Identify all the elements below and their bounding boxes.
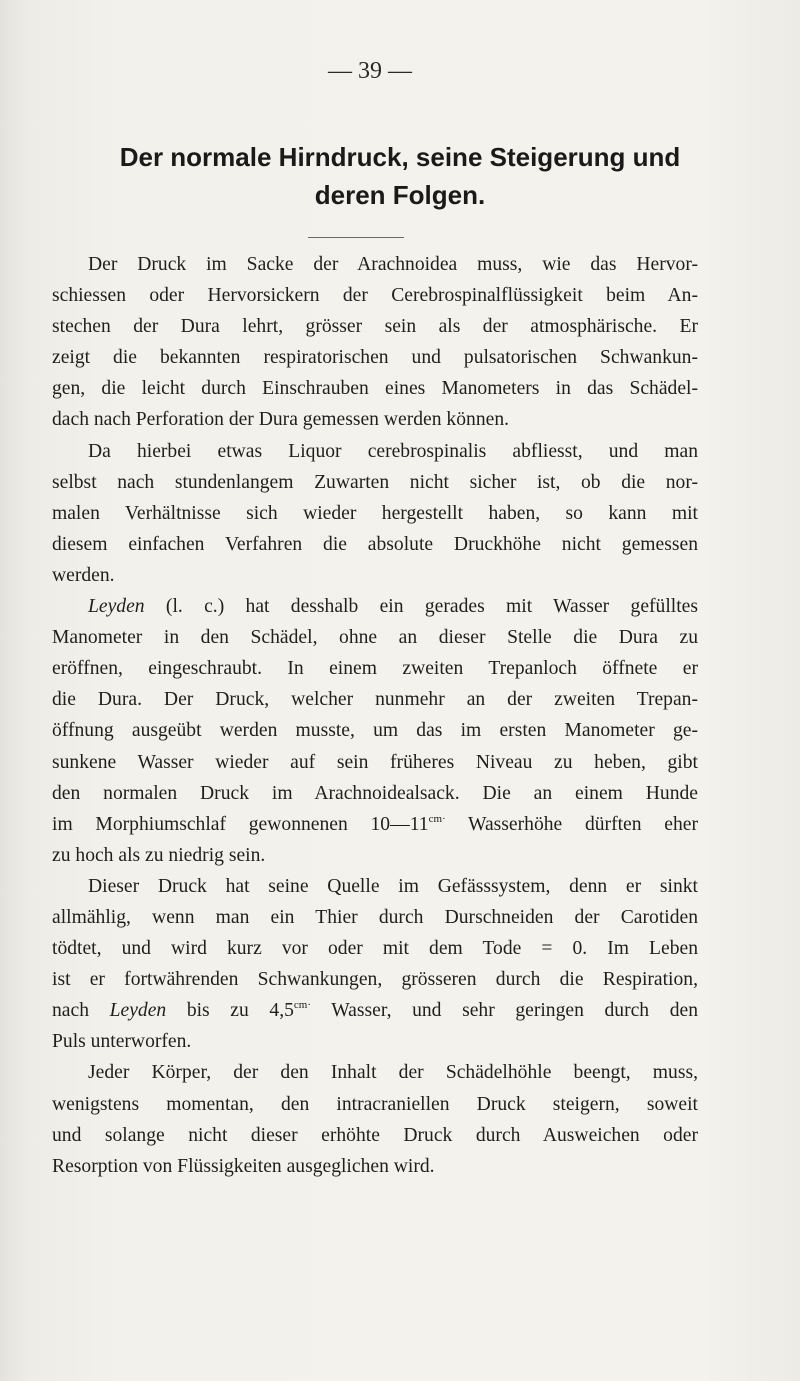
text-line: zu hoch als zu niedrig sein. [52, 844, 266, 866]
text-line [52, 809, 698, 840]
text-segment: Wasserhöhe dürften eher [445, 813, 698, 835]
text-line: Manometer in den Schädel, ohne an dieser Stelle die Dura zu [52, 627, 698, 649]
unit-superscript: cm· [428, 812, 446, 825]
text-line [52, 591, 698, 622]
text-line: diesem einfachen Verfahren die absolute Druckhöhe nicht gemessen [52, 533, 698, 555]
unit-superscript: cm· [293, 999, 311, 1012]
text-line: malen Verhältnisse sich wieder hergestellt haben, so kann mit [52, 502, 698, 524]
body-text [52, 249, 698, 1182]
author-name: Leyden [88, 596, 145, 618]
text-line: Resorption von Flüssigkeiten ausgeglichen wird. [52, 1155, 435, 1177]
text-line: die Dura. Der Druck, welcher nunmehr an der zweiten Trepan- [52, 689, 698, 711]
text-line: schiessen oder Hervorsickern der Cerebrospinalflüssigkeit beim An- [52, 285, 698, 307]
text-line: selbst nach stundenlangem Zuwarten nicht sicher ist, ob die nor- [52, 471, 698, 493]
title-divider [308, 237, 404, 238]
text-line: werden. [52, 564, 115, 586]
text-segment: bis zu 4,5 [166, 1000, 294, 1022]
text-line: und solange nicht dieser erhöhte Druck durch Ausweichen oder [52, 1124, 698, 1146]
text-segment: (l. c.) hat desshalb ein gerades mit Wasser gefülltes [144, 596, 698, 618]
text-line: wenigstens momentan, den intracraniellen Druck steigern, soweit [52, 1093, 698, 1115]
text-line: allmählig, wenn man ein Thier durch Durschneiden der Carotiden [52, 906, 698, 928]
page-number: — 39 — [328, 58, 412, 84]
text-line: sunkene Wasser wieder auf sein früheres Niveau zu heben, gibt [52, 751, 698, 773]
text-line: Der Druck im Sacke der Arachnoidea muss, wie das Hervor- [88, 254, 698, 275]
text-line: Da hierbei etwas Liquor cerebrospinalis abfliesst, und man [88, 440, 698, 462]
author-name: Leyden [109, 1000, 167, 1022]
text-line: gen, die leicht durch Einschrauben eines Manometers in das Schädel- [52, 378, 698, 400]
text-line: öffnung ausgeübt werden musste, um das im ersten Manometer ge- [52, 720, 698, 742]
text-segment: Wasser, und sehr geringen durch den [311, 1000, 698, 1022]
text-segment: im Morphiumschlaf gewonnenen 10—11 [52, 813, 429, 835]
text-line: eröffnen, eingeschraubt. In einem zweiten Trepanloch öffnete er [52, 658, 698, 680]
text-line: ist er fortwährenden Schwankungen, grösseren durch die Respiration, [52, 969, 698, 991]
text-line: Dieser Druck hat seine Quelle im Gefässsystem, denn er sinkt [88, 875, 698, 897]
chapter-title-line-2: deren Folgen. [314, 180, 486, 210]
text-line [52, 995, 698, 1026]
text-line: Jeder Körper, der den Inhalt der Schädelhöhle beengt, muss, [88, 1062, 698, 1084]
text-line: den normalen Druck im Arachnoidealsack. Die an einem Hunde [52, 782, 698, 804]
text-line: tödtet, und wird kurz vor oder mit dem Tode = 0. Im Leben [52, 938, 698, 960]
text-segment: nach [52, 1000, 110, 1022]
text-line: zeigt die bekannten respiratorischen und pulsatorischen Schwankun- [52, 347, 698, 369]
text-line: stechen der Dura lehrt, grösser sein als der atmosphärische. Er [52, 316, 698, 338]
chapter-title-line-1: Der normale Hirndruck, seine Steigerung und [119, 142, 681, 172]
text-line: dach nach Perforation der Dura gemessen werden können. [52, 409, 510, 431]
text-line: Puls unterworfen. [52, 1031, 192, 1053]
